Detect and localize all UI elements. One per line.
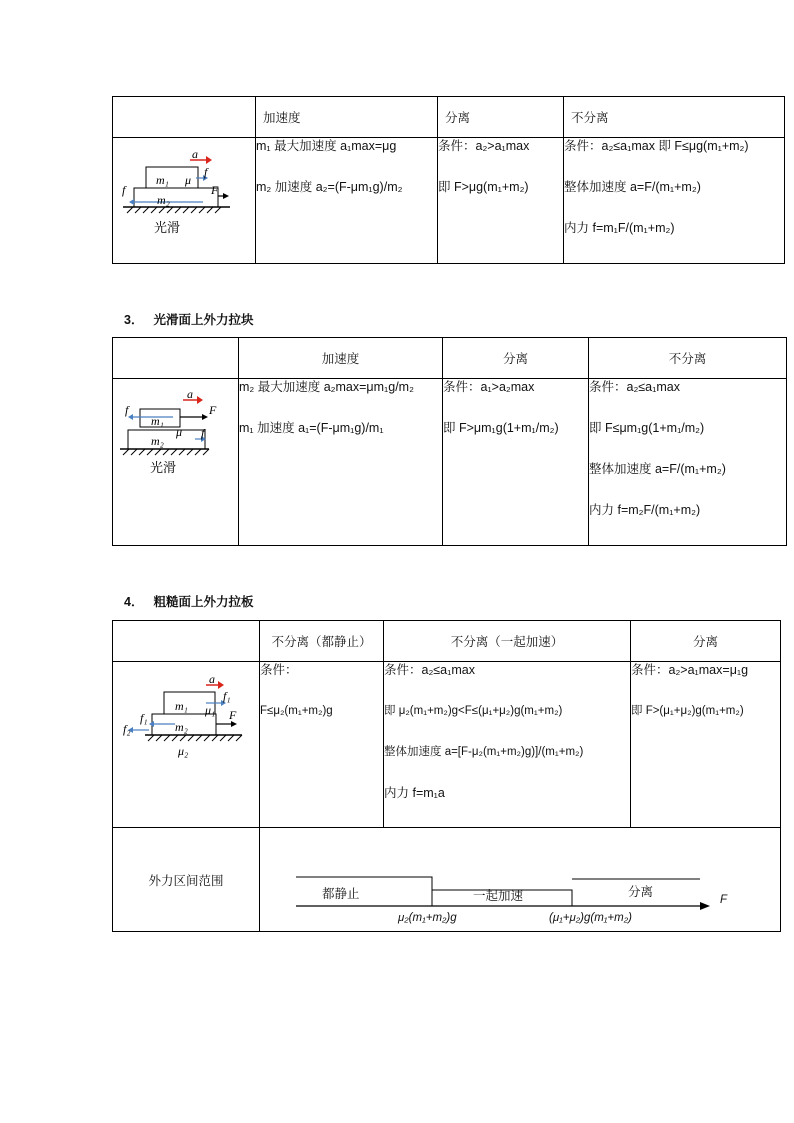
header-together: 不分离 xyxy=(589,338,787,379)
svg-text:a: a xyxy=(187,387,193,401)
figure-cell xyxy=(113,662,260,828)
figure-caption: 光滑 xyxy=(154,221,181,236)
label-a: a xyxy=(192,147,198,161)
together-cell: 条件：a₂≤a₁max 即 μ₂(m₁+m₂)g<F≤(μ₁+μ₂)g(m₁+m₂) 整体加速度 a=[F-μ₂(m₁+m₂)g)]/(m₁+m₂) 内力 f=m₁a xyxy=(384,662,631,828)
figure-caption: 光滑 xyxy=(150,461,177,476)
svg-text:f: f xyxy=(201,426,205,440)
together-cell: 条件：a₂≤a₁max 即 F≤μm₁g(1+m₁/m₂) 整体加速度 a=F/(m₁+m₂) 内力 f=m₂F/(m₁+m₂) xyxy=(589,379,787,546)
svg-text:F: F xyxy=(209,403,217,417)
svg-text:f₁: f₁ xyxy=(223,689,231,703)
figure-cell xyxy=(113,379,239,546)
svg-text:m₁: m₁ xyxy=(151,414,164,428)
svg-text:m₂: m₂ xyxy=(157,193,170,207)
segment-static: 都静止 xyxy=(322,887,360,901)
header-separate: 分离 xyxy=(438,97,564,138)
table-section4 xyxy=(112,620,781,932)
table-section3 xyxy=(112,337,787,546)
section4-title: 4． 粗糙面上外力拉板 xyxy=(124,595,254,609)
header-empty xyxy=(113,338,239,379)
svg-text:μ: μ xyxy=(185,173,192,187)
svg-text:F: F xyxy=(211,183,219,197)
force-range-diagram xyxy=(260,828,780,932)
segment-together: 一起加速 xyxy=(473,889,524,903)
header-accel: 加速度 xyxy=(239,338,443,379)
svg-text:μ: μ xyxy=(176,425,183,439)
svg-text:F: F xyxy=(229,708,237,722)
together-cell: 条件：a₂≤a₁max 即 F≤μg(m₁+m₂) 整体加速度 a=F/(m₁+m₂) 内力 f=m₁F/(m₁+m₂) xyxy=(564,138,785,264)
accel-cell: m₁ 最大加速度 a₁max=μg m₂ 加速度 a₂=(F-μm₁g)/m₂ xyxy=(256,138,438,264)
range-label-cell xyxy=(113,828,260,932)
svg-text:μ₁: μ₁ xyxy=(205,703,216,717)
header-static: 不分离（都静止） xyxy=(260,621,384,662)
table-section2 xyxy=(112,96,785,264)
svg-text:μ₂: μ₂ xyxy=(178,744,189,758)
accel-cell: m₂ 最大加速度 a₂max=μm₁g/m₂ m₁ 加速度 a₁=(F-μm₁g)/m₁ xyxy=(239,379,443,546)
header-separate: 分离 xyxy=(631,621,781,662)
block-diagram xyxy=(113,379,237,499)
range-row-label: 外力区间范围 xyxy=(148,873,224,888)
svg-text:m₂: m₂ xyxy=(175,720,188,734)
svg-text:f₂: f₂ xyxy=(123,722,131,736)
svg-text:m₂: m₂ xyxy=(151,434,164,448)
segment-separate: 分离 xyxy=(628,885,654,899)
svg-text:f: f xyxy=(122,183,126,197)
separate-cell: 条件：a₂>a₁max 即 F>μg(m₁+m₂) xyxy=(438,138,564,264)
header-together: 不分离 xyxy=(564,97,785,138)
static-cell: 条件： F≤μ₂(m₁+m₂)g xyxy=(260,662,384,828)
svg-text:a: a xyxy=(209,672,215,686)
separate-cell: 条件：a₁>a₂max 即 F>μm₁g(1+m₁/m₂) xyxy=(443,379,589,546)
svg-text:f: f xyxy=(204,165,208,179)
header-empty xyxy=(113,97,256,138)
separate-cell: 条件：a₂>a₁max=μ₁g 即 F>(μ₁+μ₂)g(m₁+m₂) xyxy=(631,662,781,828)
svg-text:m₁: m₁ xyxy=(156,173,169,187)
header-separate: 分离 xyxy=(443,338,589,379)
block-diagram xyxy=(113,138,254,263)
svg-text:f: f xyxy=(125,403,129,417)
header-accel: 加速度 xyxy=(256,97,438,138)
svg-text:f₁: f₁ xyxy=(140,711,148,725)
threshold-1: μ₂(m₁+m₂)g xyxy=(398,912,457,924)
header-empty xyxy=(113,621,260,662)
header-together: 不分离（一起加速） xyxy=(384,621,631,662)
range-diagram-cell xyxy=(260,828,781,932)
svg-text:m₁: m₁ xyxy=(175,699,188,713)
axis-label-F: F xyxy=(720,894,728,906)
section3-title: 3． 光滑面上外力拉块 xyxy=(124,313,254,327)
threshold-2: (μ₁+μ₂)g(m₁+m₂) xyxy=(549,912,632,924)
figure-cell xyxy=(113,138,256,264)
block-diagram xyxy=(113,662,258,782)
